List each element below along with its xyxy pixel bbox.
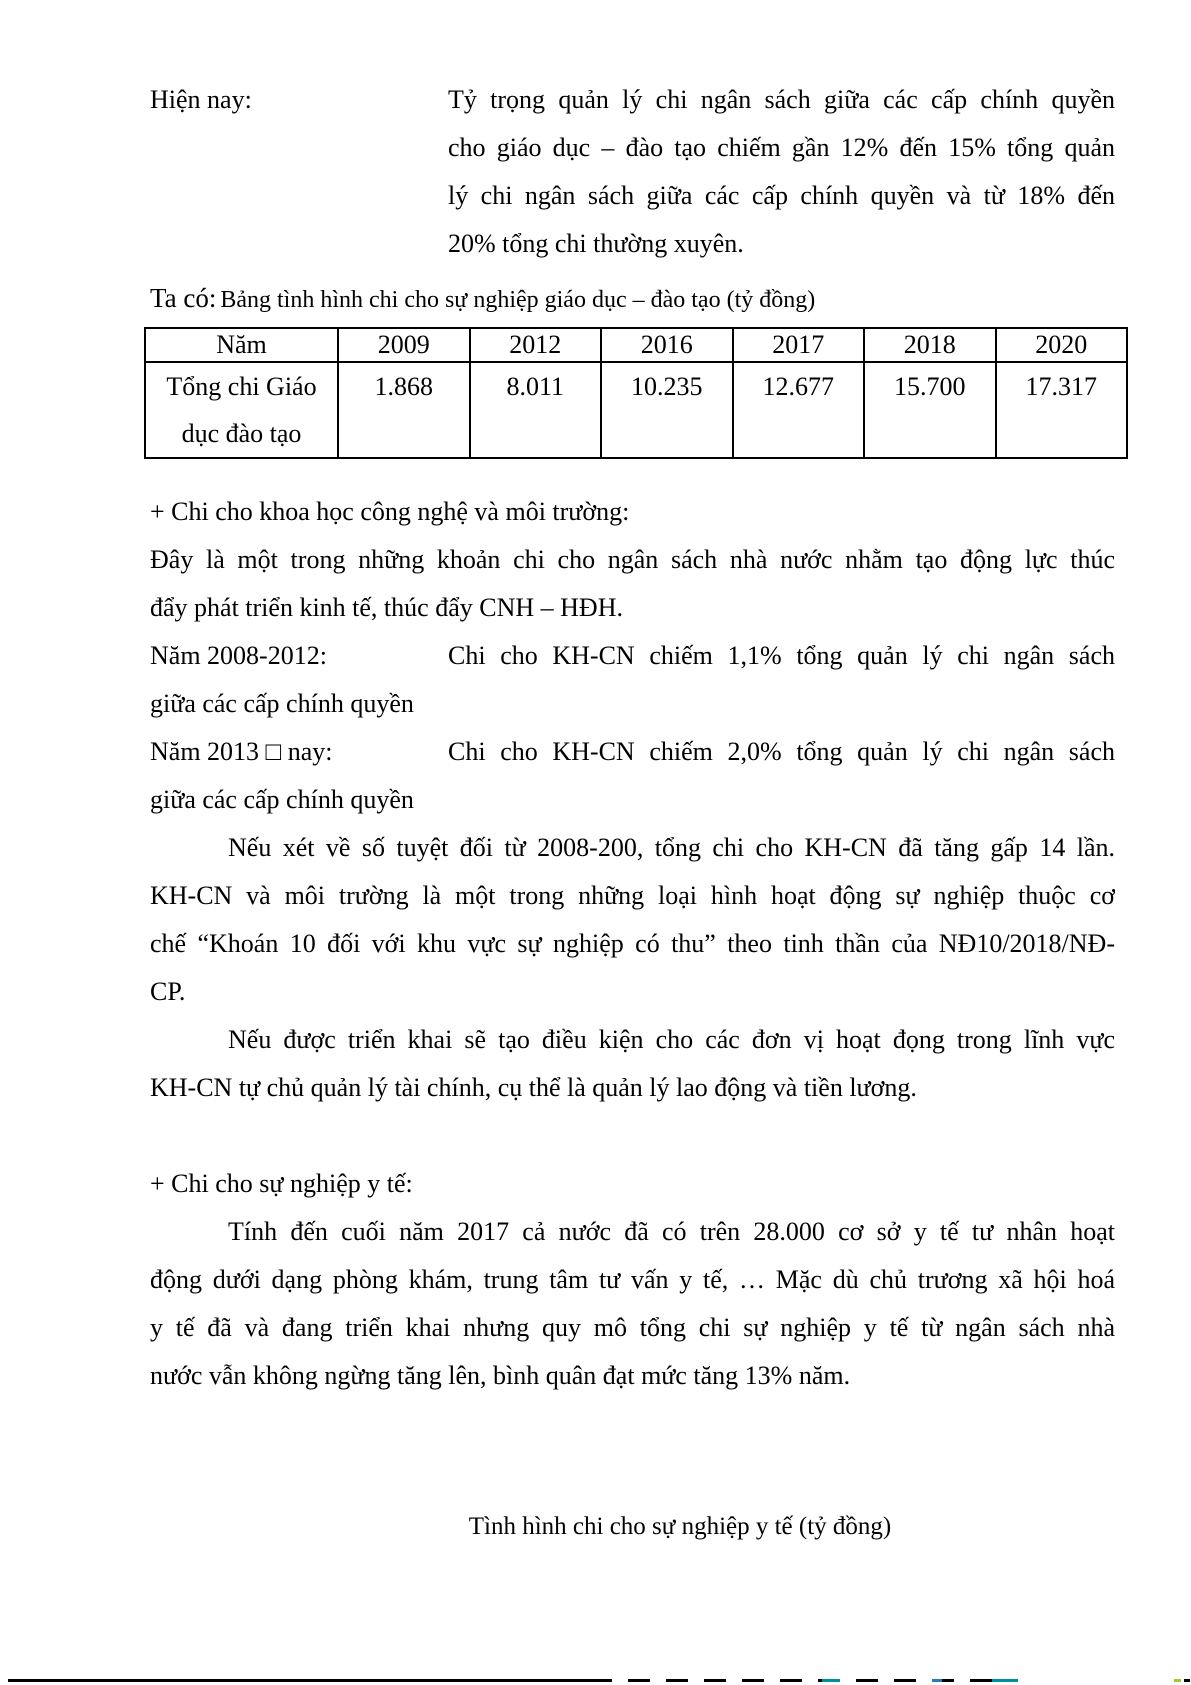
row-label-cell (145, 362, 338, 458)
text-line: KH-CN tự chủ quản lý tài chính, cụ thể là quản lý lao động và tiền lương. (150, 1073, 917, 1102)
year-cell: 2012 (470, 328, 602, 362)
chart-edge-green-segment (1174, 1679, 1181, 1682)
row-label-line: dục đào tạo (181, 419, 302, 448)
intro-label: Hiện nay: (150, 85, 252, 114)
period-label: Năm 2008-2012: (150, 641, 327, 670)
period-row (150, 728, 1115, 776)
text-line: chế “Khoán 10 đối với khu vực sự nghiệp có thu” theo tinh thần của NĐ10/2018/NĐ- (150, 929, 1115, 958)
chart-edge-black-tick (1184, 1679, 1190, 1682)
value-cell: 12.677 (733, 362, 865, 458)
caption-text: Bảng tình hình chi cho sự nghiệp giáo dục – đào tạo (tỷ đồng) (220, 287, 816, 313)
continuation-line: giữa các cấp chính quyền (150, 689, 414, 718)
chart-edge-dashes (590, 1679, 1010, 1682)
text-line: Nếu được triển khai sẽ tạo điều kiện cho các đơn vị hoạt đọng trong lĩnh vực (228, 1025, 1115, 1054)
year-header-cell: Năm (145, 328, 338, 362)
period-text: Chi cho KH-CN chiếm 1,1% tổng quản lý chi ngân sách (448, 641, 1115, 670)
value-cell: 8.011 (470, 362, 602, 458)
chart-caption: Tình hình chi cho sự nghiệp y tế (tỷ đồng) (468, 1513, 892, 1540)
education-spending-table (144, 327, 1128, 459)
chart-edge-blue-segment (932, 1679, 942, 1682)
chart-edge-teal-segment (992, 1679, 1018, 1682)
text-line: nước vẫn không ngừng tăng lên, bình quân đạt mức tăng 13% năm. (150, 1361, 851, 1390)
text-line: lý chi ngân sách giữa các cấp chính quyền và từ 18% đến (448, 181, 1115, 210)
table-data-row (145, 362, 1127, 458)
chart-edge-teal-segment (822, 1679, 840, 1682)
value-cell: 17.317 (996, 362, 1128, 458)
year-cell: 2020 (996, 328, 1128, 362)
section-heading-science: + Chi cho khoa học công nghệ và môi trường: (150, 497, 630, 526)
continuation-line: giữa các cấp chính quyền (150, 785, 414, 814)
period-label: Năm 2013 □ nay: (150, 737, 333, 766)
text-line: Tỷ trọng quản lý chi ngân sách giữa các cấp chính quyền (448, 85, 1115, 114)
value-cell: 1.868 (338, 362, 470, 458)
year-cell: 2018 (864, 328, 996, 362)
section-heading-health: + Chi cho sự nghiệp y tế: (150, 1169, 413, 1198)
year-cell: 2016 (601, 328, 733, 362)
text-line: 20% tổng chi thường xuyên. (448, 229, 744, 258)
text-line: Đây là một trong những khoản chi cho ngân sách nhà nước nhằm tạo động lực thúc (150, 545, 1115, 574)
text-line: cho giáo dục – đào tạo chiếm gần 12% đến 15% tổng quản (448, 133, 1115, 162)
text-line: CP. (150, 977, 186, 1006)
text-line: Nếu xét về số tuyệt đối từ 2008-200, tổng chi cho KH-CN đã tăng gấp 14 lần. (228, 833, 1115, 862)
text-line: Tính đến cuối năm 2017 cả nước đã có trên 28.000 cơ sở y tế tư nhân hoạt (228, 1217, 1115, 1246)
caption-prefix: Ta có: (150, 283, 217, 313)
value-cell: 15.700 (864, 362, 996, 458)
main-text (150, 488, 1115, 1400)
text-line: đẩy phát triển kinh tế, thúc đẩy CNH – HĐH. (150, 593, 623, 622)
row-label-line: Tổng chi Giáo (166, 372, 317, 401)
table-caption (150, 276, 1115, 320)
period-text: Chi cho KH-CN chiếm 2,0% tổng quản lý chi ngân sách (448, 737, 1115, 766)
text-line: động dưới dạng phòng khám, trung tâm tư vấn y tế, … Mặc dù chủ trương xã hội hoá (150, 1265, 1115, 1294)
value-cell: 10.235 (601, 362, 733, 458)
table-header-row (145, 328, 1127, 362)
text-line: y tế đã và đang triển khai nhưng quy mô tổng chi sự nghiệp y tế từ ngân sách nhà (150, 1313, 1115, 1342)
year-cell: 2009 (338, 328, 470, 362)
cropped-chart-edge (8, 1678, 1191, 1685)
text-line: KH-CN và môi trường là một trong những loại hình hoạt động sự nghiệp thuộc cơ (150, 881, 1115, 910)
period-row (150, 632, 1115, 680)
blank-line (150, 1112, 1115, 1160)
intro-paragraph (150, 76, 1115, 268)
chart-edge-segment (8, 1679, 590, 1682)
intro-body (448, 76, 1115, 268)
year-cell: 2017 (733, 328, 865, 362)
